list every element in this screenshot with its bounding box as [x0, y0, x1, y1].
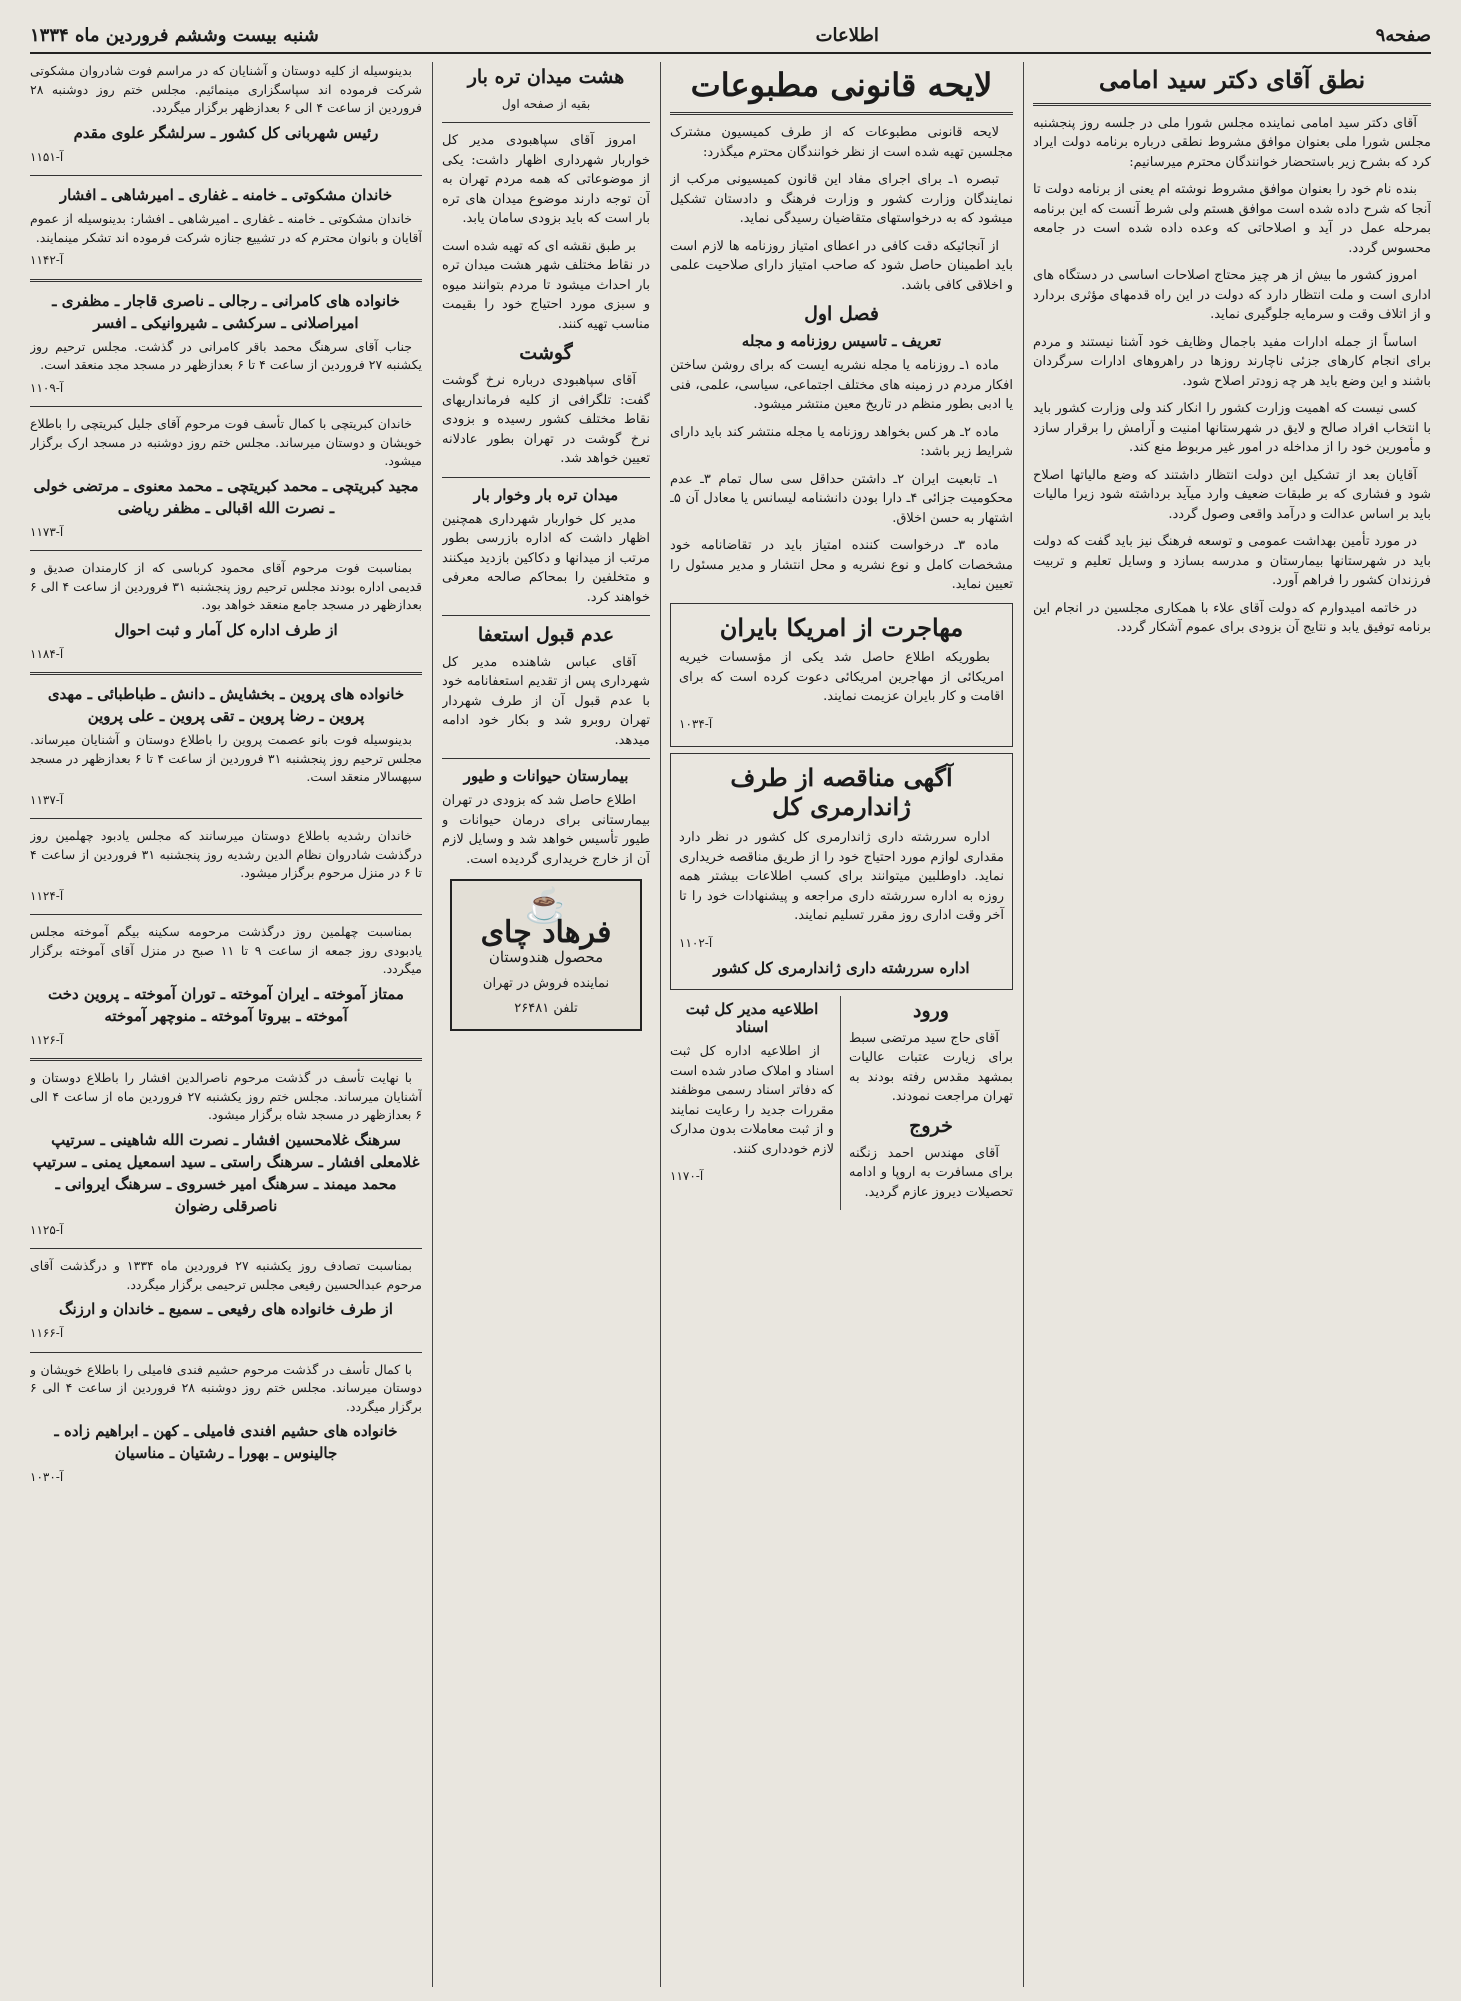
press-column — [670, 62, 1013, 1987]
ad-code: آ-۱۱۲۴ — [30, 888, 64, 903]
press-paragraph: از آنجائیکه دقت کافی در اعطای امتیاز روزنامه ها لازم است باید اطمینان حاصل شود که صاحب امتیاز دارای صلاحیت علمی و اخلاقی کافی باشد. — [670, 238, 1013, 293]
divider — [30, 818, 422, 819]
divider — [1033, 103, 1431, 106]
notice-text: بمناسبت تصادف روز یکشنبه ۲۷ فروردین ماه ۱۳۳۴ و درگذشت آقای مرحوم عبدالحسین رفیعی مجلس ترحیمی برگزار میگردد. — [30, 1258, 422, 1292]
notice-names: خاندان مشکوتی ـ خامنه ـ غفاری ـ امیرشاهی ـ افشار — [59, 186, 393, 204]
ad-subtitle: محصول هندوستان — [488, 948, 604, 967]
ad-code: آ-۱۱۸۴ — [30, 646, 64, 661]
press-article: ۱ـ تابعیت ایران ۲ـ داشتن حداقل سی سال تمام ۳ـ عدم محکومیت جزائی ۴ـ دارا بودن دانشنامه لیسانس یا معادل آن ۵ـ اشتهار به حسن اخلاق. — [670, 471, 1013, 526]
notice-text: بدینوسیله از کلیه دوستان و آشنایان که در مراسم فوت شادروان مشکوتی شرکت فرموده اند سپاسگزاری مینمائیم. مجلس ختم روز دوشنبه ۲۸ فروردین از ساعت ۴ الی ۶ بعدازظهر برگزار میگردد. — [30, 63, 422, 115]
notice-names: رئیس شهربانی کل کشور ـ سرلشگر علوی مقدم — [73, 123, 379, 142]
divider — [30, 406, 422, 407]
ad-code: آ-۱۱۷۰ — [670, 1169, 704, 1184]
speech-paragraph: بنده نام خود را بعنوان موافق مشروط نوشته ام یعنی از برنامه دولت تا آنجا که شرح داده شده است موافق هستم ولی شرط آنست که این برنامه بمرحله عمل در آید و اصلاحاتی که وعده داده شده است در جامعه محسوس گردد. — [1033, 182, 1431, 256]
divider — [442, 122, 650, 123]
ad-code: آ-۱۱۰۲ — [679, 935, 713, 950]
notice-names: خانواده های حشیم افندی فامیلی ـ کهن ـ ابراهیم زاده ـ جالینوس ـ بهورا ـ رشتیان ـ مناسیان — [54, 1422, 398, 1462]
divider — [442, 477, 650, 478]
divider — [30, 1058, 422, 1061]
ad-phone: تلفن ۲۶۴۸۱ — [514, 1001, 578, 1017]
speech-paragraph: کسی نیست که اهمیت وزارت کشور را انکار کند ولی وزارت کشور باید با انتخاب افراد صالح و لایق در شهرستانها امنیت و آرامش را برقرار سازد و مأمورین خود را از مداخله در امور غیر مربوط منع کند. — [1033, 401, 1431, 456]
speech-paragraph: آقای دکتر سید امامی نماینده مجلس شورا ملی در جلسه روز پنجشنبه مجلس شورا ملی بعنوان موافق مشروط نطقی درباره برنامه دولت ایراد کرد که بشرح زیر باستحضار خوانندگان محترم میرسانیم: — [1033, 115, 1431, 170]
notice-names: از طرف خانواده های رفیعی ـ سمیع ـ خاندان و ارزنگ — [59, 1300, 393, 1318]
masthead — [30, 18, 1431, 54]
speech-paragraph: اساساً از جمله ادارات مفید باجمال وظایف خود آشنا نیستند و مردم برای انجام کارهای جزئی ناچارند روزها در راهروهای ادارات سرگردان باشند و این وضع باید هر چه زودتر اصلاح شود. — [1033, 334, 1431, 389]
ad-code: آ-۱۱۴۲ — [30, 253, 64, 267]
divider — [30, 914, 422, 915]
divider — [670, 112, 1013, 115]
divider — [442, 615, 650, 616]
ad-code: آ-۱۱۲۵ — [30, 1222, 64, 1237]
divider — [442, 758, 650, 759]
departure-text: آقای مهندس احمد زنگنه برای مسافرت به اروپا و ادامه تحصیلات دیروز عازم گردید. — [849, 1145, 1013, 1200]
notice — [30, 1257, 422, 1344]
speech-paragraph: در مورد تأمین بهداشت عمومی و توسعه فرهنگ نیز باید گفت که دولت باید در شهرستانها بیمارستان و مدرسه بسازد و وسایل تعلیم و تربیت فرزندان کشور را فراهم آورد. — [1033, 534, 1431, 589]
speech-headline: نطق آقای دکتر سید امامی — [1098, 65, 1366, 94]
press-paragraph: تبصره ۱ـ برای اجرای مفاد این قانون کمیسیونی مرکب از نمایندگان وزارت کشور و وزارت فرهنگ و دادستان تشکیل میشود که به درخواستهای متقاضیان رسیدگی نماید. — [670, 172, 1013, 227]
emigration-text: بطوریکه اطلاع حاصل شد یکی از مؤسسات خیریه امریکائی از مهاجرین امریکائی دعوت کرده است که برای اقامت و کار بایران عزیمت نمایند. — [679, 650, 1004, 705]
meat-text: آقای سپاهبودی درباره نرخ گوشت گفت: تلگرافی از کلیه فرمانداریهای نقاط مختلف کشور رسیده و بزودی نرخ گوشت در تهران بطور عادلانه تعیین خواهد شد. — [442, 373, 650, 467]
notice-text: با کمال تأسف در گذشت مرحوم حشیم فندی فامیلی را باطلاع خویشان و دوستان میرساند. مجلس ختم روز دوشنبه ۲۸ فروردین از ساعت ۴ الی ۶ برگزار میگردد. — [30, 1361, 422, 1414]
departure-heading: خروج — [909, 1114, 953, 1137]
teacup-icon: ☕ — [524, 886, 568, 927]
ad-code: آ-۱۱۵۱ — [30, 149, 64, 164]
notice — [30, 683, 422, 810]
speech-column — [1033, 62, 1431, 1987]
tender-text: اداره سررشته داری ژاندارمری کل کشور در نظر دارد مقداری لوازم مورد احتیاج خود را از طریق مناقصه خریداری نماید. داوطلبین میتوانند برای کسب اطلاعات بیشتر همه روزه به اداره سررشته داری مراجعه و پیشنهادات خود را تا آخر وقت اداری روز مقرر تسلیم نمایند. — [679, 830, 1004, 924]
resignation-heading: عدم قبول استعفا — [477, 624, 615, 647]
market-headline: هشت میدان تره بار — [467, 66, 625, 88]
market-subheading: میدان تره بار وخوار بار — [473, 485, 619, 504]
notice-text: بمناسبت چهلمین روز درگذشت مرحومه سکینه بیگم آموخته مجلس یادبودی روز جمعه از ساعت ۹ تا ۱۱ صبح در منزل آقای آموخته برگزار میگردد. — [30, 924, 422, 976]
notice — [30, 1361, 422, 1488]
notice-names: خانواده های کامرانی ـ رجالی ـ ناصری قاجار ـ مظفری ـ امیراصلانی ـ سرکشی ـ شیروانیکی ـ افسر — [52, 291, 400, 332]
resignation-text: آقای عباس شاهنده مدیر کل شهرداری پس از تقدیم استعفانامه خود با عدم قبول آن از طرف شهردار تهران روبرو شد و بکار خود ادامه میدهد. — [442, 654, 650, 748]
page-number: صفحه۹ — [1375, 24, 1431, 46]
bottom-row — [670, 996, 1013, 1210]
tender-headline: آگهی مناقصه از طرف ژاندارمری کل — [730, 763, 953, 822]
divider — [30, 175, 422, 176]
hospital-heading: بیمارستان حیوانات و طیور — [463, 767, 629, 786]
notice-names: از طرف اداره کل آمار و ثبت احوال — [114, 620, 338, 639]
press-article: ماده ۱ـ روزنامه یا مجله نشریه ایست که برای روشن ساختن افکار مردم در زمینه های مختلف اجتماعی، سیاسی، علمی، فنی یا ادبی بطور منظم در تاریخ معین منتشر میشود. — [670, 358, 1013, 413]
press-headline: لایحه قانونی مطبوعات — [690, 66, 993, 104]
column-rule — [1023, 62, 1024, 1987]
notice-text: بدینوسیله فوت بانو عصمت پروین را باطلاع دوستان و آشنایان میرساند. مجلس ترحیم روز پنجشنبه ۳۱ فروردین از ساعت ۴ تا ۶ بعدازظهر در مسجد سپهسالار منعقد است. — [30, 732, 422, 784]
notices-column — [30, 62, 422, 1987]
ad-code: آ-۱۰۳۴ — [679, 716, 713, 731]
divider — [30, 672, 422, 675]
notice — [30, 559, 422, 664]
press-article: ماده ۳ـ درخواست کننده امتیاز باید در تقاضانامه خود مشخصات کامل و نوع نشریه و محل انتشار و مدیر مسئول را تعیین نماید. — [670, 538, 1013, 593]
divider — [30, 279, 422, 282]
notice-names: ممتاز آموخته ـ ایران آموخته ـ توران آموخته ـ پروین دخت آموخته ـ بیروتا آموخته ـ منوچهر آموخته — [48, 984, 404, 1025]
travel-section — [849, 996, 1013, 1210]
ad-code: آ-۱۱۶۶ — [30, 1326, 64, 1340]
chapter-subheading: تعریف ـ تاسیس روزنامه و مجله — [741, 332, 942, 351]
notice-names: سرهنگ غلامحسین افشار ـ نصرت الله شاهینی ـ سرتیپ غلامعلی افشار ـ سرهنگ راستی ـ سید اسمعیل یمنی ـ سرتیپ محمد میمند ـ سرهنگ امیر خسروی ـ سرهنگ ایروانی ـ ناصرقلی رضوان — [32, 1130, 420, 1215]
arrival-heading: ورود — [913, 1000, 949, 1023]
notice-names: خانواده های پروین ـ بخشایش ـ دانش ـ طباطبائی ـ مهدی پروین ـ رضا پروین ـ تقی پروین ـ علی پروین — [47, 685, 405, 725]
speech-paragraph: در خاتمه امیدوارم که دولت آقای علاء با همکاری مجلسین در انجام این برنامه توفیق یابد و نتایج آن بزودی برای عموم آشکار گردد. — [1033, 600, 1431, 636]
ad-brand: فرهاد چای — [480, 914, 612, 950]
market-paragraph: بر طبق نقشه ای که تهیه شده است در نقاط مختلف شهر هشت میدان تره بار احداث میشود تا مردم بتوانند میوه و سبزی مورد احتیاج خود را بقیمت مناسب تهیه کنند. — [442, 238, 650, 332]
continued-from: بقیه از صفحه اول — [501, 96, 591, 111]
notice-text: خاندان رشدیه باطلاع دوستان میرسانند که مجلس یادبود چهلمین روز درگذشت شادروان نظام الدین رشدیه روز پنجشنبه ۳۱ فروردین از ساعت ۴ تا ۶ در منزل مرحوم برگزار میشود. — [30, 828, 422, 880]
divider — [30, 1248, 422, 1249]
notice — [30, 62, 422, 167]
divider — [30, 1352, 422, 1353]
hospital-text: اطلاع حاصل شد که بزودی در تهران بیمارستانی برای درمان حیوانات و طیور تأسیس خواهد شد و وسایل لازم آن از خارج خریداری گردیده است. — [442, 793, 650, 867]
paper-name: اطلاعات — [815, 24, 879, 46]
emigration-headline: مهاجرت از امریکا بایران — [719, 612, 964, 642]
registry-section — [670, 996, 841, 1210]
notice-text: بمناسبت فوت مرحوم آقای محمود کرباسی که از کارمندان صدیق و قدیمی اداره بودند مجلس ترحیم روز پنجشنبه ۳۱ فروردین از ساعت ۴ الی ۶ بعدازظهر در مسجد جامع منعقد خواهد بود. — [30, 560, 422, 612]
divider — [30, 550, 422, 551]
ad-code: آ-۱۱۷۳ — [30, 524, 64, 539]
notice-text: خاندان کبریتچی با کمال تأسف فوت مرحوم آقای جلیل کبریتچی را باطلاع خویشان و دوستان میرساند. مجلس ختم روز دوشنبه در مسجد ارک برگزار میشود. — [30, 416, 422, 468]
ad-code: آ-۱۱۲۶ — [30, 1032, 64, 1047]
ad-code: آ-۱۱۰۹ — [30, 380, 64, 395]
press-paragraph: لایحه قانونی مطبوعات که از طرف کمیسیون مشترک مجلسین تهیه شده است از نظر خوانندگان محترم میگذرد: — [670, 125, 1013, 160]
notice — [30, 1069, 422, 1240]
speech-paragraph: امروز کشور ما بیش از هر چیز محتاج اصلاحات اساسی در دستگاه های اداری است و ملت انتظار دارد که دولت در این راه قدمهای مؤثری بردارد و از اتلاف وقت و سرمایه جلوگیری نماید. — [1033, 268, 1431, 323]
ad-line: نماینده فروش در تهران — [482, 975, 610, 991]
tender-box — [670, 753, 1013, 990]
notice — [30, 923, 422, 1050]
column-rule — [660, 62, 661, 1987]
tender-signature: اداره سررشته داری ژاندارمری کل کشور — [713, 959, 970, 978]
registry-text: از اطلاعیه اداره کل ثبت اسناد و املاک صادر شده است که دفاتر اسناد رسمی موظفند مقررات جدید را رعایت نمایند و از ثبت معاملات بدون مدارک لازم خودداری کنند. — [670, 1044, 834, 1157]
ad-code: آ-۱۰۳۰ — [30, 1470, 64, 1484]
ad-code: آ-۱۱۳۷ — [30, 792, 64, 807]
chapter-heading: فصل اول — [804, 303, 879, 326]
notice-names: مجید کبریتچی ـ محمد کبریتچی ـ محمد معنوی ـ مرتضی خولی ـ نصرت الله اقبالی ـ مظفر ریاضی — [33, 476, 419, 517]
market-column — [442, 62, 650, 1987]
arrival-text: آقای حاج سید مرتضی سبط برای زیارت عتبات عالیات بمشهد مقدس رفته بودند به تهران مراجعت نمودند. — [849, 1030, 1013, 1105]
notice — [30, 290, 422, 399]
market-subtext: مدیر کل خواربار شهرداری همچنین اظهار داشت که اداره بازرسی بطور مرتب از میدانها و دکاکین بازدید میکنند و متخلفین را بمحاکم صالحه معرفی خواهند کرد. — [442, 511, 650, 605]
notice-text: با نهایت تأسف در گذشت مرحوم ناصرالدین افشار را باطلاع دوستان و آشنایان میرساند. مجلس ختم روز یکشنبه ۲۷ فروردین ماه از ساعت ۴ الی ۶ بعدازظهر در مسجد شاه برگزار میشود. — [30, 1070, 422, 1122]
meat-heading: گوشت — [519, 342, 573, 365]
market-paragraph: امروز آقای سپاهبودی مدیر کل خواربار شهرداری اظهار داشت: یکی از موضوعاتی که همه مردم تهران به آن توجه دارند موضوع میدان های تره بار است که باید بزودی سامان یابد. — [442, 133, 650, 227]
column-rule — [432, 62, 433, 1987]
press-article: ماده ۲ـ هر کس بخواهد روزنامه یا مجله منتشر کند باید دارای شرایط زیر باشد: — [670, 424, 1013, 460]
speech-paragraph: آقایان بعد از تشکیل این دولت انتظار داشتند که وضع مالیاتها اصلاح شود و فشاری که بر طبقات ضعیف وارد میآید برداشته شود زیرا مالیات باید بر اساس عدالت و درآمد واقعی وصول گردد. — [1033, 467, 1431, 522]
notice — [30, 415, 422, 542]
issue-date: شنبه بیست وششم فروردین ماه ۱۳۳۴ — [30, 24, 319, 46]
notice — [30, 827, 422, 906]
tea-advertisement — [450, 879, 642, 1031]
notice — [30, 184, 422, 271]
notice-text: جناب آقای سرهنگ محمد باقر کامرانی در گذشت. مجلس ترحیم روز یکشنبه ۲۷ فروردین از ساعت ۴ تا ۶ بعدازظهر در مسجد مجد منعقد است. — [30, 338, 422, 372]
notice-text: خاندان مشکوتی ـ خامنه ـ غفاری ـ امیرشاهی ـ افشار: بدینوسیله از عموم آقایان و بانوان محترم که در تشییع جنازه شرکت فرموده اند تشکر مینمایند. — [30, 211, 422, 245]
registry-headline: اطلاعیه مدیر کل ثبت اسناد — [685, 1000, 819, 1037]
emigration-box — [670, 603, 1013, 748]
